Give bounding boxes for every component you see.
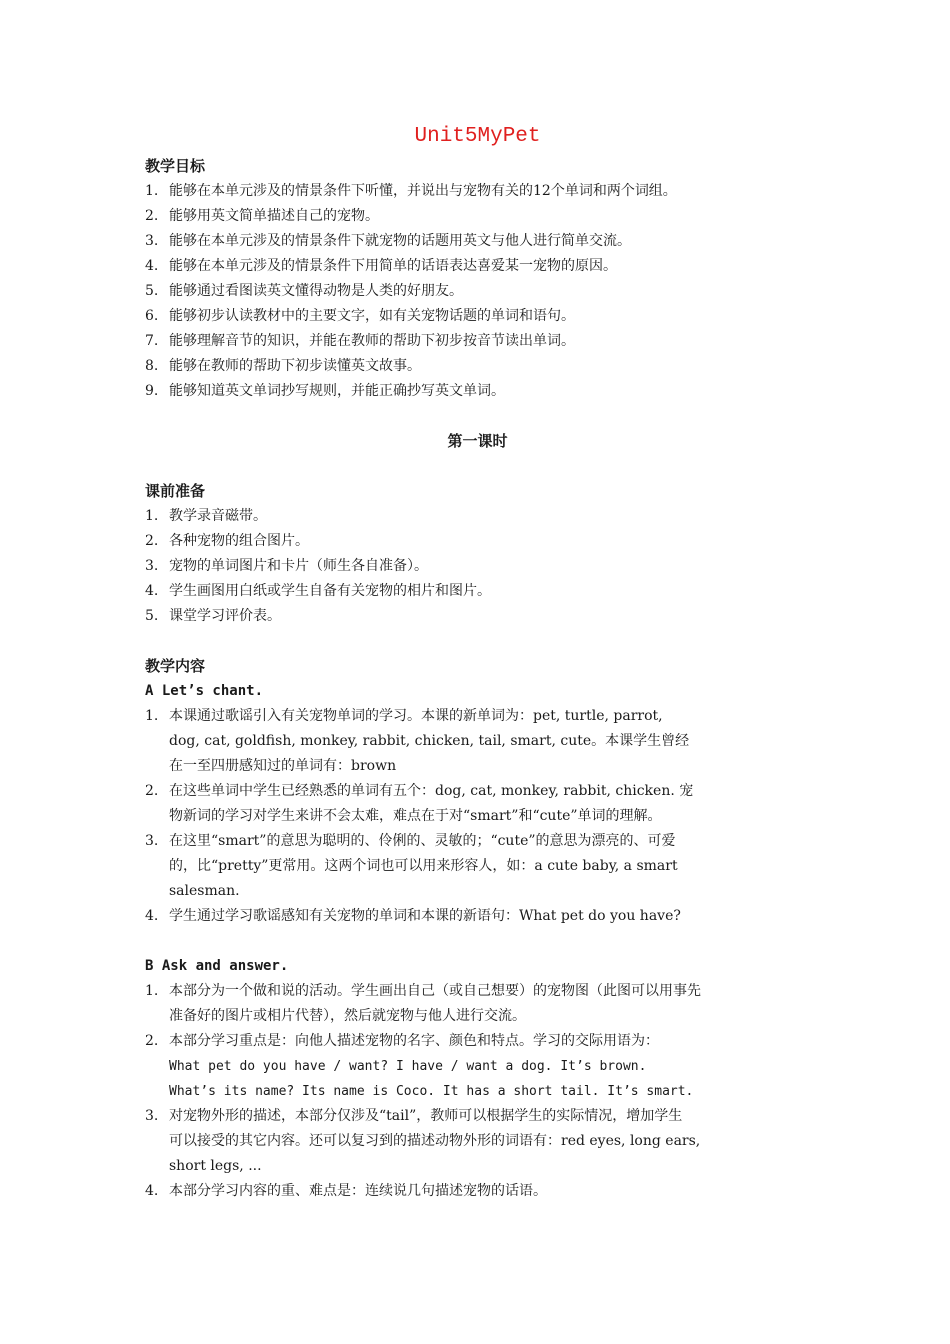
item-number: 6. — [145, 308, 159, 324]
item-number: 2. — [145, 1033, 159, 1049]
item-line: 的，比“pretty”更常用。这两个词也可以用来形容人，如：a cute baby, a smart — [169, 858, 678, 874]
item-number: 5. — [145, 608, 159, 624]
item-number: 4. — [145, 583, 159, 599]
goal-item — [145, 354, 810, 379]
item-line: 本课通过歌谣引入有关宠物单词的学习。本课的新单词为：pet, turtle, parrot, — [169, 708, 663, 724]
item-number: 2. — [145, 208, 159, 224]
item-text: 能够在本单元涉及的情景条件下用简单的话语表达喜爱某一宠物的原因。 — [169, 258, 617, 274]
goals-list — [145, 179, 810, 404]
item-number: 5. — [145, 283, 159, 299]
section-a-item — [145, 779, 810, 829]
spacer — [145, 629, 810, 654]
item-number: 1. — [145, 983, 159, 999]
prep-list — [145, 504, 810, 629]
section-a-item — [145, 904, 810, 929]
goal-item — [145, 229, 810, 254]
section-a-item — [145, 829, 810, 904]
section-b-label: B Ask and answer. — [145, 958, 289, 974]
item-number: 3. — [145, 1108, 159, 1124]
spacer — [145, 929, 810, 954]
goals-heading: 教学目标 — [145, 157, 206, 175]
item-number: 8. — [145, 358, 159, 374]
prep-item — [145, 554, 810, 579]
item-text: 各种宠物的组合图片。 — [169, 533, 309, 549]
item-line: 在这些单词中学生已经熟悉的单词有五个：dog, cat, monkey, rabbit, chicken. 宠 — [169, 783, 694, 799]
item-line: 可以接受的其它内容。还可以复习到的描述动物外形的词语有：red eyes, long ears, — [169, 1133, 701, 1149]
section-b-item — [145, 1029, 810, 1104]
item-line: 对宠物外形的描述，本部分仅涉及“tail”，教师可以根据学生的实际情况，增加学生 — [169, 1108, 683, 1124]
item-line: salesman. — [169, 883, 240, 899]
goal-item — [145, 254, 810, 279]
item-number: 2. — [145, 533, 159, 549]
item-line: short legs, ... — [169, 1158, 262, 1174]
item-number: 4. — [145, 258, 159, 274]
item-line: 本部分为一个做和说的活动。学生画出自己（或自己想要）的宠物图（此图可以用事先 — [169, 983, 701, 999]
item-line: 物新词的学习对学生来讲不会太难，难点在于对“smart”和“cute”单词的理解。 — [169, 808, 662, 824]
item-number: 2. — [145, 783, 159, 799]
item-text: 学生画图用白纸或学生自备有关宠物的相片和图片。 — [169, 583, 491, 599]
item-number: 1. — [145, 508, 159, 524]
goal-item — [145, 379, 810, 404]
goal-item — [145, 204, 810, 229]
section-b-item — [145, 979, 810, 1029]
item-text: 能够在本单元涉及的情景条件下就宠物的话题用英文与他人进行简单交流。 — [169, 233, 631, 249]
item-text: 课堂学习评价表。 — [169, 608, 281, 624]
item-line: 准备好的图片或相片代替），然后就宠物与他人进行交流。 — [169, 1008, 526, 1024]
item-number: 1. — [145, 708, 159, 724]
item-number: 1. — [145, 183, 159, 199]
section-b-item — [145, 1104, 810, 1179]
prep-item — [145, 604, 810, 629]
item-line: What’s its name? Its name is Coco. It has a short tail. It’s smart. — [169, 1084, 694, 1099]
goal-item — [145, 329, 810, 354]
item-number: 3. — [145, 558, 159, 574]
item-line: 学生通过学习歌谣感知有关宠物的单词和本课的新语句：What pet do you have? — [169, 908, 681, 924]
item-text: 能够在本单元涉及的情景条件下听懂，并说出与宠物有关的12个单词和两个词组。 — [169, 183, 677, 199]
item-number: 3. — [145, 833, 159, 849]
goal-item — [145, 179, 810, 204]
item-number: 4. — [145, 1183, 159, 1199]
prep-item — [145, 529, 810, 554]
section-a-list — [145, 704, 810, 929]
document-page — [145, 120, 810, 1204]
item-line: 本部分学习内容的重、难点是：连续说几句描述宠物的话语。 — [169, 1183, 547, 1199]
goal-item — [145, 304, 810, 329]
item-text: 能够在教师的帮助下初步读懂英文故事。 — [169, 358, 421, 374]
section-b-item — [145, 1179, 810, 1204]
prep-item — [145, 504, 810, 529]
item-number: 9. — [145, 383, 159, 399]
item-line: dog, cat, goldfish, monkey, rabbit, chicken, tail, smart, cute。本课学生曾经 — [169, 733, 690, 749]
item-line: 在一至四册感知过的单词有：brown — [169, 758, 397, 774]
item-number: 7. — [145, 333, 159, 349]
item-number: 3. — [145, 233, 159, 249]
item-text: 能够理解音节的知识，并能在教师的帮助下初步按音节读出单词。 — [169, 333, 575, 349]
section-a-item — [145, 704, 810, 779]
item-number: 4. — [145, 908, 159, 924]
document-title: Unit5MyPet — [414, 125, 541, 148]
item-text: 能够用英文简单描述自己的宠物。 — [169, 208, 379, 224]
goal-item — [145, 279, 810, 304]
item-line: 在这里“smart”的意思为聪明的、伶俐的、灵敏的；“cute”的意思为漂亮的、可爱 — [169, 833, 676, 849]
content-heading: 教学内容 — [145, 657, 206, 675]
item-text: 能够通过看图读英文懂得动物是人类的好朋友。 — [169, 283, 463, 299]
spacer — [145, 404, 810, 429]
item-text: 能够知道英文单词抄写规则，并能正确抄写英文单词。 — [169, 383, 505, 399]
prep-item — [145, 579, 810, 604]
item-line: What pet do you have / want? I have / want a dog. It’s brown. — [169, 1059, 647, 1074]
lesson-heading: 第一课时 — [447, 432, 508, 450]
section-b-list — [145, 979, 810, 1204]
item-line: 本部分学习重点是：向他人描述宠物的名字、颜色和特点。学习的交际用语为： — [169, 1033, 659, 1049]
spacer — [145, 454, 810, 479]
section-a-label: A Let’s chant. — [145, 683, 264, 699]
item-text: 宠物的单词图片和卡片（师生各自准备）。 — [169, 558, 428, 574]
prep-heading: 课前准备 — [145, 482, 206, 500]
item-text: 能够初步认读教材中的主要文字，如有关宠物话题的单词和语句。 — [169, 308, 575, 324]
item-text: 教学录音磁带。 — [169, 508, 267, 524]
